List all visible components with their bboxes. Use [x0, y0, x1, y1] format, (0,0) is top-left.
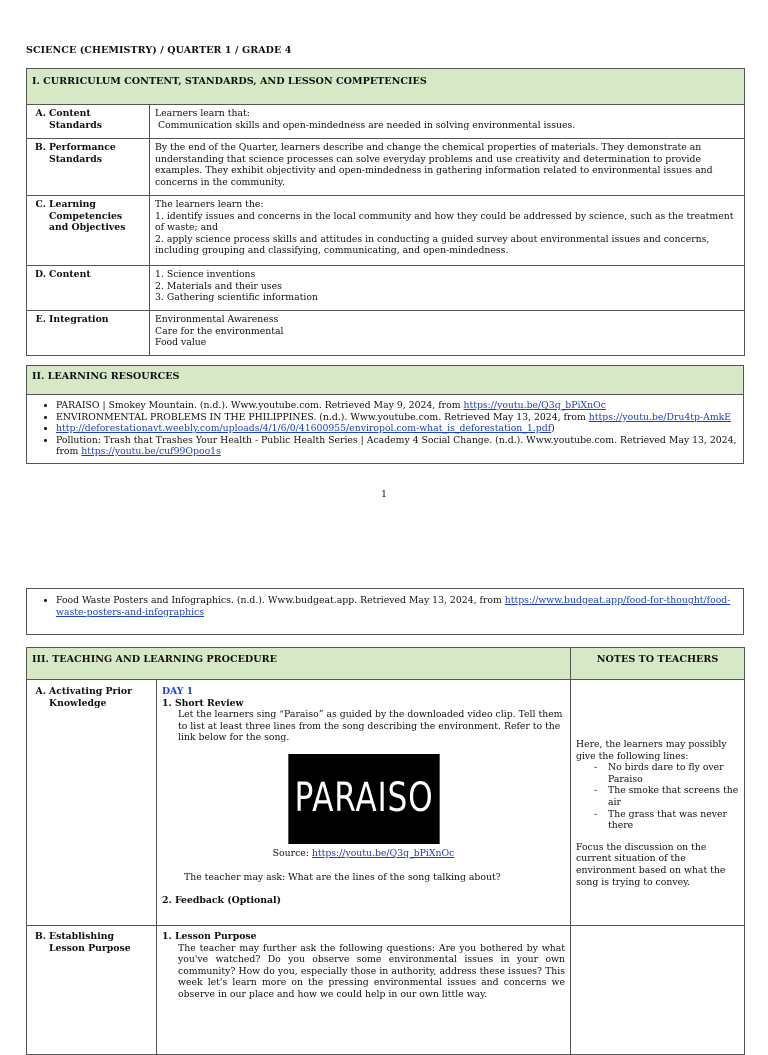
learning-competencies-value: The learners learn the: 1. identify issues and concerns in the local community and how they could be addressed by science, such as the treatment of waste; and 2. apply science process skills and attitudes in conducting a guided survey about environmental issues and concerns, including grouping and classifying, communicating, and open-mindedness. [150, 196, 745, 266]
resources-continued-cell [27, 589, 744, 635]
notes-line: - No birds dare to fly over Paraiso [594, 762, 739, 785]
step-short-review: 1. Short Review [162, 697, 244, 709]
teaching-procedure-table [26, 647, 745, 1055]
row-label-establishing-lesson-purpose: B. Establishing Lesson Purpose [27, 926, 157, 1055]
row-label-performance-standards: B. Performance Standards [27, 139, 150, 196]
short-review-text: Let the learners sing “Paraiso” as guided by the downloaded video clip. Tell them to list at least three lines from the song describing the environment. Refer to the link below for the song. [178, 709, 563, 744]
step-feedback: 2. Feedback (Optional) [162, 895, 281, 907]
resource-link[interactable]: https://www.budgeat.app/food-for-thought/food-waste-posters-and-infographics [56, 595, 731, 618]
establishing-lesson-purpose-content [157, 926, 571, 1055]
notes-title: NOTES TO TEACHERS [571, 648, 745, 680]
page-number: 1 [380, 489, 388, 500]
teacher-question: The teacher may ask: What are the lines of the song talking about? [184, 871, 501, 883]
notes-activating-prior-knowledge: Here, the learners may possibly give the following lines: - No birds dare to fly over Paraiso - The smoke that screens the air - The grass that was never there Focus the discussion on the current situation of the environment based on what the song is trying to convey. [571, 680, 745, 926]
document-header: SCIENCE (CHEMISTRY) / QUARTER 1 / GRADE 4 [26, 45, 292, 56]
day-label: DAY 1 [162, 686, 194, 697]
row-label-content-standards: A. Content Standards [27, 105, 150, 139]
resource-item: • PARAISO | Smokey Mountain. (n.d.). Www.youtube.com. Retrieved May 9, 2024, from https://youtu.be/Q3q_bPiXnOc [56, 400, 738, 412]
step-lesson-purpose: 1. Lesson Purpose [162, 931, 257, 942]
resource-link[interactable]: https://youtu.be/cuf99Opoo1s [81, 446, 221, 458]
row-label-content: D. Content [27, 266, 150, 311]
learning-resources-table [26, 365, 744, 464]
curriculum-table [26, 68, 745, 356]
row-label-learning-competencies: C. Learning Competencies and Objectives [27, 196, 150, 266]
activating-prior-knowledge-content [157, 680, 571, 926]
notes-line: - The smoke that screens the air [594, 785, 739, 808]
content-standards-value: Learners learn that: Communication skills and open-mindedness are needed in solving environmental issues. [150, 105, 745, 139]
integration-value: Environmental Awareness Care for the environmental Food value [150, 311, 745, 356]
notes-line: - The grass that was never there [594, 809, 739, 832]
resource-item: • Pollution: Trash that Trashes Your Health - Public Health Series | Academy 4 Social Change. (n.d.). Www.youtube.com. Retrieved May 13, 2024, from https://youtu.be/cuf99Opoo1s [56, 435, 738, 458]
lesson-purpose-text: The teacher may further ask the following questions: Are you bothered by what you've watched? Do you observe some environmental issues in your own community? How do you, especially those in authority, address these issues? This week let's learn more on the pressing environmental issues and concerns we observe in our place and how we could help in our own little way. [178, 942, 565, 1000]
resources-list [32, 400, 738, 458]
performance-standards-value: By the end of the Quarter, learners describe and change the chemical properties of materials. They demonstrate an understanding that science processes can solve everyday problems and use creativity and determination to provide examples. They exhibit objectivity and open-mindedness in gathering information related to environmental issues and concerns in the community. [150, 139, 745, 196]
image-source: Source: https://youtu.be/Q3q_bPiXnOc [272, 847, 455, 859]
source-link[interactable]: https://youtu.be/Q3q_bPiXnOc [311, 847, 455, 859]
resource-item: • Food Waste Posters and Infographics. (n.d.). Www.budgeat.app. Retrieved May 13, 2024, from https://www.budgeat.app/food-for-thought/food-waste-posters-and-infographics [56, 595, 738, 618]
section-3-title: III. TEACHING AND LEARNING PROCEDURE [27, 648, 571, 680]
learning-resources-continued [26, 588, 744, 635]
section-2-title: II. LEARNING RESOURCES [27, 366, 744, 395]
resource-item: • http://deforestationavt.weebly.com/uploads/4/1/6/0/41600955/enviropol.com-what_is_deforestation_1.pdf) [56, 423, 738, 435]
resources-list-cell [27, 395, 744, 464]
content-value: 1. Science inventions 2. Materials and their uses 3. Gathering scientific information [150, 266, 745, 311]
resources-continued-list [32, 595, 738, 618]
resource-link[interactable]: https://youtu.be/Q3q_bPiXnOc [463, 400, 606, 411]
resource-item: • ENVIRONMENTAL PROBLEMS IN THE PHILIPPINES. (n.d.). Www.youtube.com. Retrieved May 13, 2024, from https://youtu.be/Dru4tp-AmkE [56, 412, 738, 424]
paraiso-video-image: PARAISO [288, 754, 439, 844]
notes-establishing-lesson-purpose [571, 926, 745, 1055]
resource-link[interactable]: http://deforestationavt.weebly.com/uploads/4/1/6/0/41600955/enviropol.com-what_is_deforestation_1.pdf [56, 423, 552, 435]
section-1-title: I. CURRICULUM CONTENT, STANDARDS, AND LESSON COMPETENCIES [27, 69, 745, 105]
resource-link[interactable]: https://youtu.be/Dru4tp-AmkE [588, 411, 732, 423]
notes-lines-list [576, 762, 739, 832]
row-label-integration: E. Integration [27, 311, 150, 356]
row-label-activating-prior-knowledge: A. Activating Prior Knowledge [27, 680, 157, 926]
